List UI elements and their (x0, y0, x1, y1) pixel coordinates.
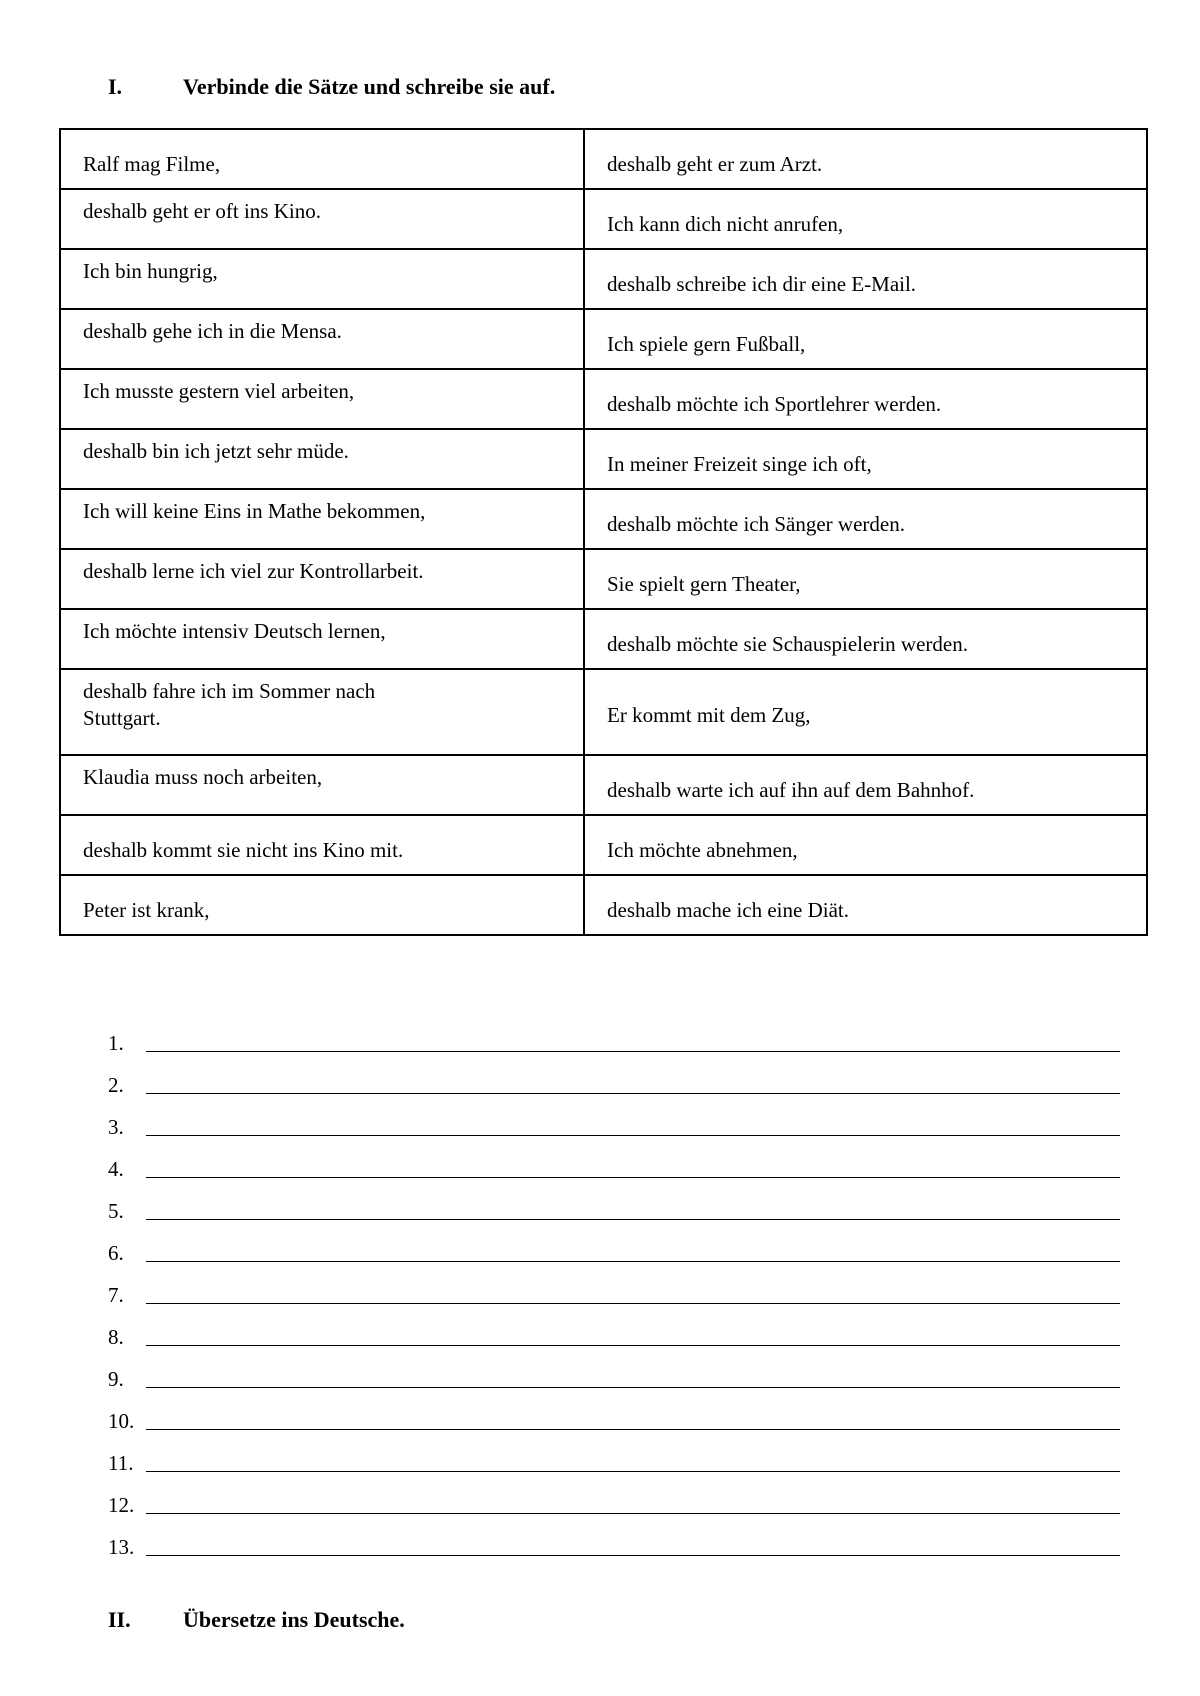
answer-blank[interactable] (146, 1487, 1120, 1514)
answer-line[interactable] (108, 1312, 1120, 1354)
left-cell: Ich bin hungrig, (60, 249, 584, 309)
answer-line[interactable] (108, 1102, 1120, 1144)
section-1-heading (108, 74, 555, 100)
answer-line[interactable] (108, 1060, 1120, 1102)
answer-number: 3. (108, 1115, 124, 1139)
left-cell: Ich musste gestern viel arbeiten, (60, 369, 584, 429)
section-2-number: II. (108, 1607, 131, 1632)
right-cell: deshalb mache ich eine Diät. (584, 875, 1147, 935)
answer-line[interactable] (108, 1522, 1120, 1564)
left-cell: Klaudia muss noch arbeiten, (60, 755, 584, 815)
answer-line[interactable] (108, 1438, 1120, 1480)
answer-blank[interactable] (146, 1193, 1120, 1220)
answer-blank[interactable] (146, 1445, 1120, 1472)
answer-number: 4. (108, 1157, 124, 1181)
table-row (60, 249, 1147, 309)
matching-table (59, 128, 1148, 936)
answer-blank[interactable] (146, 1067, 1120, 1094)
answer-line[interactable] (108, 1018, 1120, 1060)
answer-lines (108, 1018, 1120, 1564)
left-cell: deshalb geht er oft ins Kino. (60, 189, 584, 249)
answer-blank[interactable] (146, 1361, 1120, 1388)
table-row (60, 669, 1147, 755)
left-cell: Ich will keine Eins in Mathe bekommen, (60, 489, 584, 549)
right-cell: deshalb schreibe ich dir eine E-Mail. (584, 249, 1147, 309)
right-cell: deshalb geht er zum Arzt. (584, 129, 1147, 189)
right-cell: Ich spiele gern Fußball, (584, 309, 1147, 369)
table-row (60, 429, 1147, 489)
answer-blank[interactable] (146, 1235, 1120, 1262)
table-row (60, 549, 1147, 609)
answer-blank[interactable] (146, 1277, 1120, 1304)
section-2-title: Übersetze ins Deutsche. (183, 1607, 405, 1632)
right-cell: Ich möchte abnehmen, (584, 815, 1147, 875)
left-cell: deshalb lerne ich viel zur Kontrollarbeit. (60, 549, 584, 609)
answer-number: 12. (108, 1493, 135, 1517)
answer-line[interactable] (108, 1354, 1120, 1396)
answer-blank[interactable] (146, 1109, 1120, 1136)
answer-number: 9. (108, 1367, 124, 1391)
table-row (60, 369, 1147, 429)
right-cell: deshalb möchte ich Sänger werden. (584, 489, 1147, 549)
table-row (60, 815, 1147, 875)
answer-number: 5. (108, 1199, 124, 1223)
answer-line[interactable] (108, 1144, 1120, 1186)
answer-number: 1. (108, 1031, 124, 1055)
right-cell: deshalb möchte ich Sportlehrer werden. (584, 369, 1147, 429)
table-row (60, 609, 1147, 669)
table-row (60, 875, 1147, 935)
answer-blank[interactable] (146, 1529, 1120, 1556)
left-cell: deshalb gehe ich in die Mensa. (60, 309, 584, 369)
table-row (60, 189, 1147, 249)
right-cell: Sie spielt gern Theater, (584, 549, 1147, 609)
answer-number: 10. (108, 1409, 135, 1433)
answer-blank[interactable] (146, 1025, 1120, 1052)
answer-blank[interactable] (146, 1319, 1120, 1346)
left-cell: Peter ist krank, (60, 875, 584, 935)
right-cell: deshalb warte ich auf ihn auf dem Bahnhof. (584, 755, 1147, 815)
answer-line[interactable] (108, 1396, 1120, 1438)
answer-number: 8. (108, 1325, 124, 1349)
answer-number: 6. (108, 1241, 124, 1265)
section-1-title: Verbinde die Sätze und schreibe sie auf. (183, 74, 556, 99)
answer-number: 11. (108, 1451, 134, 1475)
right-cell: deshalb möchte sie Schauspielerin werden. (584, 609, 1147, 669)
table-row (60, 755, 1147, 815)
left-cell: deshalb kommt sie nicht ins Kino mit. (60, 815, 584, 875)
table-row (60, 129, 1147, 189)
table-row (60, 489, 1147, 549)
left-cell: deshalb bin ich jetzt sehr müde. (60, 429, 584, 489)
section-1-number: I. (108, 74, 123, 99)
answer-line[interactable] (108, 1228, 1120, 1270)
right-cell: In meiner Freizeit singe ich oft, (584, 429, 1147, 489)
answer-line[interactable] (108, 1270, 1120, 1312)
table-row (60, 309, 1147, 369)
answer-line[interactable] (108, 1480, 1120, 1522)
answer-blank[interactable] (146, 1403, 1120, 1430)
answer-number: 7. (108, 1283, 124, 1307)
answer-blank[interactable] (146, 1151, 1120, 1178)
section-2-heading (108, 1607, 405, 1633)
left-cell: Ich möchte intensiv Deutsch lernen, (60, 609, 584, 669)
answer-line[interactable] (108, 1186, 1120, 1228)
right-cell: Ich kann dich nicht anrufen, (584, 189, 1147, 249)
answer-number: 2. (108, 1073, 124, 1097)
answer-number: 13. (108, 1535, 135, 1559)
left-cell: Ralf mag Filme, (60, 129, 584, 189)
right-cell: Er kommt mit dem Zug, (584, 669, 1147, 755)
left-cell: deshalb fahre ich im Sommer nach Stuttgart. (60, 669, 584, 755)
